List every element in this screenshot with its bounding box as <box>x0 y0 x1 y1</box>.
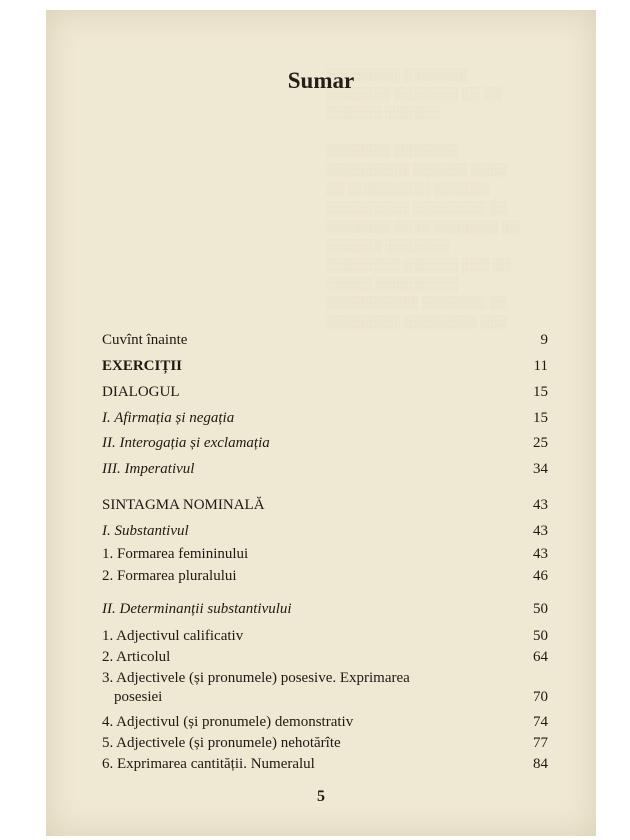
toc-entry-label: 1. Formarea femininului <box>102 546 249 562</box>
toc-entry <box>102 755 548 774</box>
toc-entry-page: 11 <box>533 358 548 374</box>
toc-entry <box>102 409 548 428</box>
page-number: 5 <box>317 788 325 805</box>
toc-entry <box>102 522 548 541</box>
toc-entry-page: 43 <box>533 546 548 562</box>
toc-entry-label: Cuvînt înainte <box>102 332 188 348</box>
toc-entry-page: 15 <box>533 410 548 426</box>
toc-entry-label: 5. Adjectivele (și pronumele) nehotărîte <box>102 735 341 751</box>
page-title: Sumar <box>287 68 355 93</box>
toc-entry-page: 25 <box>533 435 548 451</box>
toc-entry-page: 43 <box>533 523 548 539</box>
toc-entry-label-continuation: posesiei <box>114 689 163 705</box>
toc-entry <box>102 434 548 453</box>
toc-entry <box>102 567 548 586</box>
toc-entry <box>102 669 548 707</box>
toc-entry-label: 3. Adjectivele (și pronumele) posesive. Exprimarea <box>102 670 410 686</box>
book-page <box>46 10 596 836</box>
toc-section-heading <box>102 383 548 402</box>
toc-entry-page: 84 <box>533 756 548 772</box>
toc-entry-page: 9 <box>540 332 548 348</box>
toc-entry-page: 15 <box>533 384 548 400</box>
toc-entry-page: 50 <box>533 628 548 644</box>
toc-entry-label: II. Determinanții substantivului <box>102 601 292 617</box>
toc-entry <box>102 600 548 619</box>
bleed-through-text: ░░░░░░░░ ░░░░░░░ ░░░░░░░ ░░░░░░░ ░░ ░░ ░░░░░░ ░░░░░░ ░░░░░░░ ░░░░░░░ ░░░░░░░░░ ░░░░░░ ░░░░ ░░ ░░░░░░░░░ ░░░░░░ ░░░░░░░░░ ░░░░░░░░ ░░ ░░░░░░░ ░░░░ ░░░░░░░ ░░ ░░░░░░ ░░░░░░░ ░░░░░░░░ ░░░░░░ ░░░ ░░ ░░░░░ ░░░░░░░░░ ░░░░░░░░░░ ░░░░░░░ ░░ ░░░░░░░░ ░░░░░░░░ ░░░ <box>326 67 520 329</box>
toc-entry-label: EXERCIȚII <box>102 358 183 374</box>
toc-entry-page: 70 <box>533 689 548 705</box>
toc-entry-label: 2. Articolul <box>102 649 171 665</box>
toc-entry-label: 4. Adjectivul (și pronumele) demonstrativ <box>102 714 354 730</box>
toc-entry <box>102 627 548 646</box>
toc-entry-label: 6. Exprimarea cantității. Numeralul <box>102 756 315 772</box>
toc-entry-page: 43 <box>533 497 548 513</box>
toc-entry-page: 34 <box>533 461 548 477</box>
toc-entry-label: II. Interogația și exclamația <box>102 435 270 451</box>
toc-entry <box>102 713 548 732</box>
toc-entry <box>102 460 548 479</box>
toc-entry-page: 74 <box>533 714 548 730</box>
toc-entry-label: SINTAGMA NOMINALĂ <box>102 497 265 513</box>
toc-entry-label: I. Substantivul <box>102 523 189 539</box>
toc-entry-page: 77 <box>533 735 548 751</box>
toc-entry <box>102 734 548 753</box>
toc-entry-page: 50 <box>533 601 548 617</box>
toc-section-heading <box>102 357 548 376</box>
toc-entry-label: I. Afirmația și negația <box>102 410 235 426</box>
toc-entry-label: 2. Formarea pluralului <box>102 568 237 584</box>
toc-entry-label: III. Imperativul <box>102 461 195 477</box>
toc-entry <box>102 648 548 667</box>
toc-entry <box>102 545 548 564</box>
toc-entry-label: DIALOGUL <box>102 384 180 400</box>
toc-entry-page: 46 <box>533 568 548 584</box>
toc-entry <box>102 331 548 350</box>
toc-entry-page: 64 <box>533 649 548 665</box>
toc-entry-label: 1. Adjectivul calificativ <box>102 628 244 644</box>
toc-section-heading <box>102 496 548 515</box>
